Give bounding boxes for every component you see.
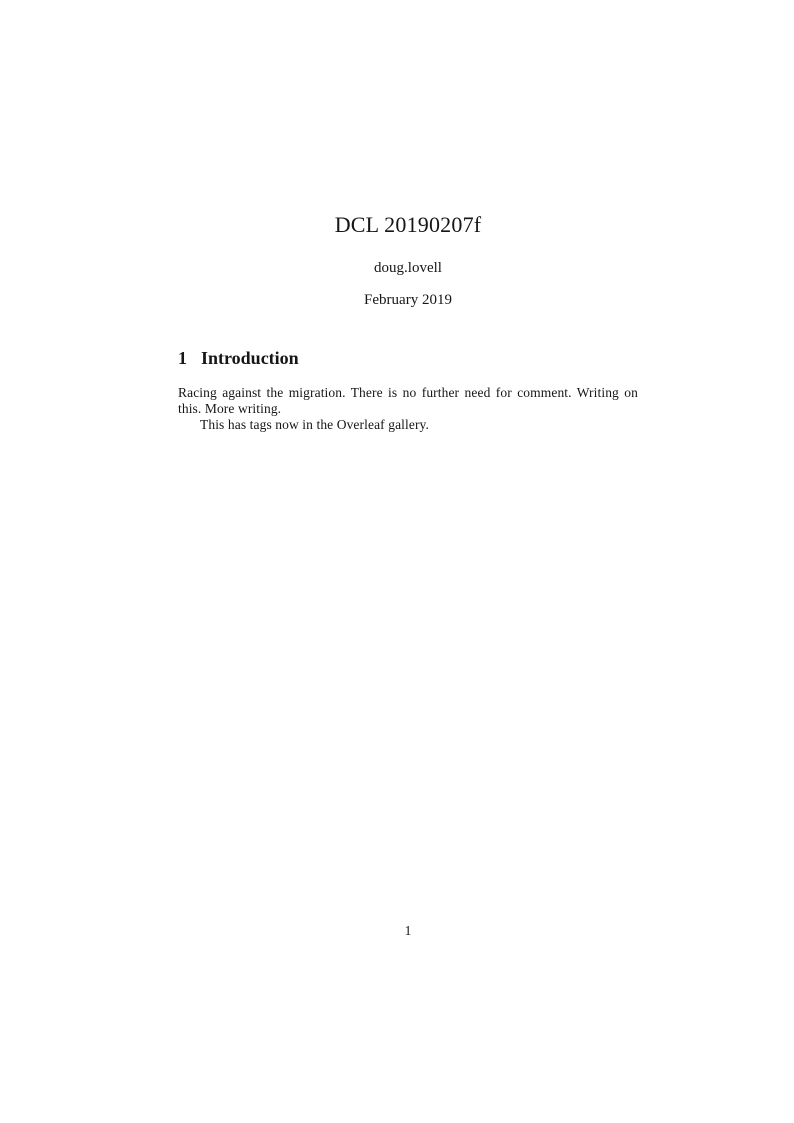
document-title: DCL 20190207f	[334, 212, 482, 237]
document-author: doug.lovell	[374, 260, 442, 276]
paragraph-intro-2: This has tags now in the Overleaf gallery.	[200, 417, 430, 433]
document-date: February 2019	[364, 292, 452, 308]
section-heading	[178, 348, 638, 368]
paragraph-intro-1: Racing against the migration. There is no further need for comment. Writing on this. More writing.	[178, 385, 638, 417]
page-number: 1	[404, 923, 412, 938]
section-title: Introduction	[201, 348, 299, 368]
document-content	[178, 0, 638, 434]
section-number: 1	[178, 348, 187, 368]
